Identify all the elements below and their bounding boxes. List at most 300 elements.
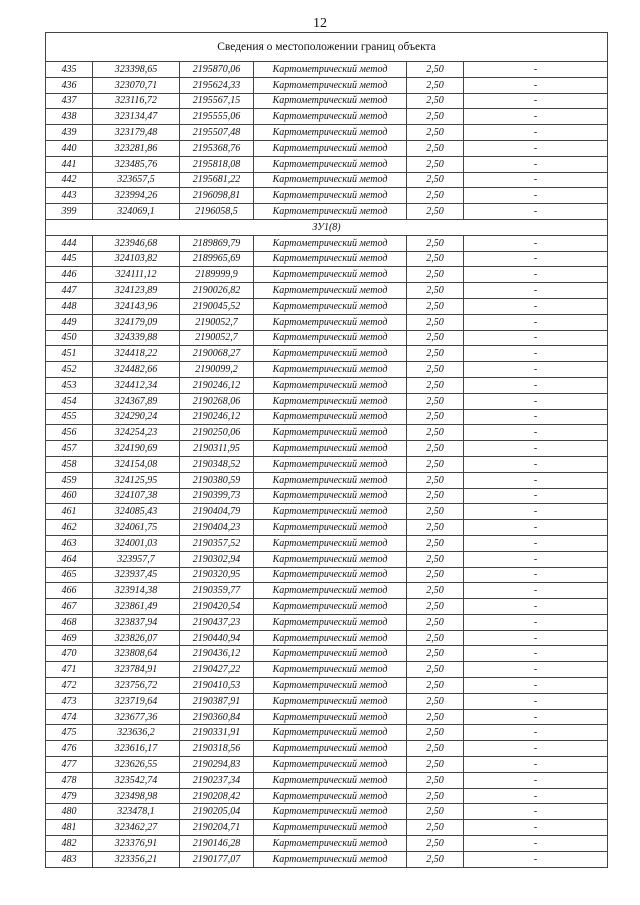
cell-coord-y: 2195368,76 (180, 140, 254, 156)
cell-point-number: 454 (46, 393, 93, 409)
cell-method: Картометрический метод (254, 283, 407, 299)
cell-accuracy: 2,50 (407, 693, 464, 709)
cell-method: Картометрический метод (254, 709, 407, 725)
cell-coord-y: 2190360,84 (180, 709, 254, 725)
cell-point-number: 445 (46, 251, 93, 267)
cell-point-number: 455 (46, 409, 93, 425)
table-row (46, 109, 608, 125)
cell-description: - (464, 125, 608, 141)
cell-description: - (464, 804, 608, 820)
table-row (46, 251, 608, 267)
cell-point-number: 470 (46, 646, 93, 662)
cell-accuracy: 2,50 (407, 314, 464, 330)
cell-coord-x: 324061,75 (93, 520, 180, 536)
cell-coord-x: 323281,86 (93, 140, 180, 156)
cell-coord-x: 324103,82 (93, 251, 180, 267)
cell-description: - (464, 614, 608, 630)
cell-coord-y: 2195681,22 (180, 172, 254, 188)
table-row (46, 741, 608, 757)
table-row (46, 693, 608, 709)
cell-method: Картометрический метод (254, 77, 407, 93)
cell-accuracy: 2,50 (407, 662, 464, 678)
table-row (46, 77, 608, 93)
cell-coord-x: 324111,12 (93, 267, 180, 283)
cell-coord-y: 2196058,5 (180, 204, 254, 220)
cell-point-number: 399 (46, 204, 93, 220)
cell-coord-y: 2190410,53 (180, 678, 254, 694)
cell-accuracy: 2,50 (407, 346, 464, 362)
cell-description: - (464, 709, 608, 725)
cell-coord-x: 323485,76 (93, 156, 180, 172)
cell-accuracy: 2,50 (407, 836, 464, 852)
cell-point-number: 478 (46, 772, 93, 788)
cell-coord-y: 2190294,83 (180, 757, 254, 773)
cell-description: - (464, 330, 608, 346)
table-row (46, 630, 608, 646)
cell-method: Картометрический метод (254, 109, 407, 125)
table-row (46, 520, 608, 536)
section-label: ЗУ1(8) (46, 219, 608, 235)
table-row (46, 298, 608, 314)
cell-accuracy: 2,50 (407, 520, 464, 536)
cell-coord-y: 2190404,23 (180, 520, 254, 536)
cell-coord-x: 324143,96 (93, 298, 180, 314)
cell-coord-y: 2189869,79 (180, 235, 254, 251)
cell-method: Картометрический метод (254, 678, 407, 694)
cell-method: Картометрический метод (254, 156, 407, 172)
cell-point-number: 467 (46, 599, 93, 615)
cell-description: - (464, 488, 608, 504)
cell-method: Картометрический метод (254, 646, 407, 662)
table-row (46, 614, 608, 630)
cell-point-number: 460 (46, 488, 93, 504)
cell-coord-y: 2190177,07 (180, 851, 254, 867)
cell-method: Картометрический метод (254, 251, 407, 267)
cell-point-number: 450 (46, 330, 93, 346)
cell-coord-y: 2196098,81 (180, 188, 254, 204)
cell-coord-y: 2195555,06 (180, 109, 254, 125)
cell-accuracy: 2,50 (407, 678, 464, 694)
cell-coord-y: 2195567,15 (180, 93, 254, 109)
table-row (46, 836, 608, 852)
cell-point-number: 473 (46, 693, 93, 709)
cell-point-number: 463 (46, 535, 93, 551)
table-row (46, 125, 608, 141)
cell-method: Картометрический метод (254, 836, 407, 852)
table-row (46, 188, 608, 204)
cell-coord-y: 2190436,12 (180, 646, 254, 662)
cell-method: Картометрический метод (254, 488, 407, 504)
cell-method: Картометрический метод (254, 804, 407, 820)
cell-method: Картометрический метод (254, 267, 407, 283)
cell-coord-x: 323179,48 (93, 125, 180, 141)
cell-description: - (464, 836, 608, 852)
cell-coord-x: 324125,95 (93, 472, 180, 488)
cell-coord-y: 2190237,34 (180, 772, 254, 788)
cell-description: - (464, 725, 608, 741)
table-row (46, 425, 608, 441)
cell-point-number: 435 (46, 62, 93, 78)
cell-description: - (464, 851, 608, 867)
cell-coord-y: 2190357,52 (180, 535, 254, 551)
cell-method: Картометрический метод (254, 599, 407, 615)
cell-description: - (464, 567, 608, 583)
cell-accuracy: 2,50 (407, 377, 464, 393)
cell-point-number: 457 (46, 441, 93, 457)
cell-accuracy: 2,50 (407, 535, 464, 551)
cell-coord-y: 2190026,82 (180, 283, 254, 299)
table-row (46, 646, 608, 662)
cell-method: Картометрический метод (254, 172, 407, 188)
cell-point-number: 474 (46, 709, 93, 725)
cell-coord-x: 324190,69 (93, 441, 180, 457)
cell-coord-x: 323994,26 (93, 188, 180, 204)
cell-coord-x: 324482,66 (93, 362, 180, 378)
cell-description: - (464, 188, 608, 204)
cell-point-number: 449 (46, 314, 93, 330)
cell-coord-x: 324367,89 (93, 393, 180, 409)
table-row (46, 535, 608, 551)
cell-coord-x: 323478,1 (93, 804, 180, 820)
cell-point-number: 471 (46, 662, 93, 678)
table-row (46, 283, 608, 299)
table-row (46, 62, 608, 78)
cell-point-number: 447 (46, 283, 93, 299)
cell-method: Картометрический метод (254, 298, 407, 314)
table-row (46, 851, 608, 867)
cell-coord-x: 323657,5 (93, 172, 180, 188)
cell-coord-x: 323861,49 (93, 599, 180, 615)
cell-coord-y: 2190440,94 (180, 630, 254, 646)
cell-coord-x: 324123,89 (93, 283, 180, 299)
cell-coord-y: 2189999,9 (180, 267, 254, 283)
cell-description: - (464, 441, 608, 457)
cell-coord-x: 323914,38 (93, 583, 180, 599)
cell-method: Картометрический метод (254, 188, 407, 204)
cell-accuracy: 2,50 (407, 251, 464, 267)
cell-method: Картометрический метод (254, 662, 407, 678)
cell-coord-y: 2195870,06 (180, 62, 254, 78)
cell-accuracy: 2,50 (407, 567, 464, 583)
cell-coord-x: 324001,03 (93, 535, 180, 551)
table-row (46, 504, 608, 520)
cell-coord-x: 324418,22 (93, 346, 180, 362)
cell-method: Картометрический метод (254, 567, 407, 583)
cell-accuracy: 2,50 (407, 583, 464, 599)
cell-coord-y: 2190348,52 (180, 456, 254, 472)
cell-description: - (464, 393, 608, 409)
cell-coord-x: 323134,47 (93, 109, 180, 125)
cell-coord-y: 2190387,91 (180, 693, 254, 709)
cell-point-number: 469 (46, 630, 93, 646)
table-row (46, 788, 608, 804)
cell-accuracy: 2,50 (407, 283, 464, 299)
cell-coord-y: 2190420,54 (180, 599, 254, 615)
cell-coord-x: 323946,68 (93, 235, 180, 251)
cell-point-number: 438 (46, 109, 93, 125)
table-row (46, 393, 608, 409)
cell-coord-y: 2190437,23 (180, 614, 254, 630)
cell-accuracy: 2,50 (407, 267, 464, 283)
table-title-row (46, 33, 608, 62)
cell-method: Картометрический метод (254, 456, 407, 472)
cell-coord-y: 2190208,42 (180, 788, 254, 804)
cell-point-number: 458 (46, 456, 93, 472)
table-row (46, 267, 608, 283)
cell-description: - (464, 409, 608, 425)
cell-description: - (464, 346, 608, 362)
cell-description: - (464, 377, 608, 393)
cell-description: - (464, 109, 608, 125)
cell-point-number: 439 (46, 125, 93, 141)
table-row (46, 204, 608, 220)
cell-coord-x: 324154,08 (93, 456, 180, 472)
cell-point-number: 475 (46, 725, 93, 741)
table-row (46, 330, 608, 346)
cell-accuracy: 2,50 (407, 362, 464, 378)
cell-coord-x: 323398,65 (93, 62, 180, 78)
cell-method: Картометрический метод (254, 441, 407, 457)
table-row (46, 567, 608, 583)
cell-method: Картометрический метод (254, 346, 407, 362)
cell-accuracy: 2,50 (407, 456, 464, 472)
cell-coord-y: 2190404,79 (180, 504, 254, 520)
cell-method: Картометрический метод (254, 757, 407, 773)
table-row (46, 409, 608, 425)
cell-description: - (464, 630, 608, 646)
cell-coord-x: 323837,94 (93, 614, 180, 630)
cell-accuracy: 2,50 (407, 851, 464, 867)
cell-coord-y: 2190052,7 (180, 330, 254, 346)
cell-accuracy: 2,50 (407, 330, 464, 346)
cell-accuracy: 2,50 (407, 630, 464, 646)
cell-description: - (464, 93, 608, 109)
cell-point-number: 461 (46, 504, 93, 520)
table-row (46, 235, 608, 251)
cell-method: Картометрический метод (254, 535, 407, 551)
cell-description: - (464, 204, 608, 220)
cell-coord-x: 324254,23 (93, 425, 180, 441)
cell-description: - (464, 251, 608, 267)
cell-coord-y: 2190318,56 (180, 741, 254, 757)
cell-coord-y: 2190205,04 (180, 804, 254, 820)
cell-accuracy: 2,50 (407, 488, 464, 504)
cell-method: Картометрический метод (254, 330, 407, 346)
cell-point-number: 480 (46, 804, 93, 820)
cell-coord-x: 323937,45 (93, 567, 180, 583)
table-row (46, 472, 608, 488)
cell-coord-x: 324179,09 (93, 314, 180, 330)
cell-accuracy: 2,50 (407, 757, 464, 773)
cell-method: Картометрический метод (254, 393, 407, 409)
cell-description: - (464, 757, 608, 773)
cell-coord-x: 323826,07 (93, 630, 180, 646)
cell-coord-y: 2190302,94 (180, 551, 254, 567)
table-row (46, 820, 608, 836)
cell-method: Картометрический метод (254, 741, 407, 757)
table-row (46, 772, 608, 788)
cell-point-number: 443 (46, 188, 93, 204)
cell-point-number: 440 (46, 140, 93, 156)
cell-point-number: 477 (46, 757, 93, 773)
cell-point-number: 465 (46, 567, 93, 583)
cell-method: Картометрический метод (254, 140, 407, 156)
cell-coord-x: 324339,88 (93, 330, 180, 346)
cell-coord-y: 2190052,7 (180, 314, 254, 330)
cell-description: - (464, 646, 608, 662)
cell-coord-y: 2190380,59 (180, 472, 254, 488)
cell-description: - (464, 314, 608, 330)
cell-description: - (464, 504, 608, 520)
cell-coord-y: 2195818,08 (180, 156, 254, 172)
cell-coord-y: 2190250,06 (180, 425, 254, 441)
cell-description: - (464, 472, 608, 488)
section-row (46, 219, 608, 235)
table-row (46, 172, 608, 188)
cell-accuracy: 2,50 (407, 599, 464, 615)
cell-accuracy: 2,50 (407, 77, 464, 93)
cell-coord-x: 324069,1 (93, 204, 180, 220)
cell-point-number: 437 (46, 93, 93, 109)
page-number: 12 (313, 16, 327, 31)
cell-accuracy: 2,50 (407, 472, 464, 488)
cell-accuracy: 2,50 (407, 393, 464, 409)
cell-accuracy: 2,50 (407, 409, 464, 425)
table-row (46, 377, 608, 393)
cell-description: - (464, 788, 608, 804)
cell-coord-y: 2190204,71 (180, 820, 254, 836)
cell-point-number: 479 (46, 788, 93, 804)
cell-method: Картометрический метод (254, 472, 407, 488)
cell-coord-x: 324290,24 (93, 409, 180, 425)
cell-accuracy: 2,50 (407, 172, 464, 188)
table-row (46, 156, 608, 172)
cell-method: Картометрический метод (254, 693, 407, 709)
cell-description: - (464, 77, 608, 93)
table-row (46, 709, 608, 725)
cell-description: - (464, 820, 608, 836)
cell-point-number: 476 (46, 741, 93, 757)
cell-description: - (464, 551, 608, 567)
cell-accuracy: 2,50 (407, 62, 464, 78)
cell-coord-x: 324412,34 (93, 377, 180, 393)
cell-coord-x: 323719,64 (93, 693, 180, 709)
cell-point-number: 481 (46, 820, 93, 836)
cell-accuracy: 2,50 (407, 709, 464, 725)
table-row (46, 362, 608, 378)
cell-point-number: 483 (46, 851, 93, 867)
cell-point-number: 459 (46, 472, 93, 488)
cell-description: - (464, 267, 608, 283)
cell-accuracy: 2,50 (407, 772, 464, 788)
cell-coord-x: 323626,55 (93, 757, 180, 773)
cell-accuracy: 2,50 (407, 109, 464, 125)
table-row (46, 678, 608, 694)
cell-description: - (464, 283, 608, 299)
cell-description: - (464, 520, 608, 536)
cell-point-number: 456 (46, 425, 93, 441)
cell-coord-x: 323542,74 (93, 772, 180, 788)
cell-coord-x: 324107,38 (93, 488, 180, 504)
cell-method: Картометрический метод (254, 93, 407, 109)
cell-point-number: 482 (46, 836, 93, 852)
cell-description: - (464, 535, 608, 551)
table-row (46, 93, 608, 109)
cell-coord-x: 323677,36 (93, 709, 180, 725)
cell-point-number: 472 (46, 678, 93, 694)
cell-description: - (464, 235, 608, 251)
table-row (46, 757, 608, 773)
cell-coord-x: 324085,43 (93, 504, 180, 520)
cell-description: - (464, 172, 608, 188)
cell-method: Картометрический метод (254, 504, 407, 520)
table-row (46, 346, 608, 362)
cell-description: - (464, 599, 608, 615)
cell-point-number: 464 (46, 551, 93, 567)
cell-coord-x: 323498,98 (93, 788, 180, 804)
cell-accuracy: 2,50 (407, 125, 464, 141)
cell-point-number: 468 (46, 614, 93, 630)
table-row (46, 551, 608, 567)
cell-coord-x: 323808,64 (93, 646, 180, 662)
cell-coord-y: 2190246,12 (180, 377, 254, 393)
cell-description: - (464, 741, 608, 757)
cell-point-number: 466 (46, 583, 93, 599)
cell-description: - (464, 156, 608, 172)
cell-point-number: 462 (46, 520, 93, 536)
table-title: Сведения о местоположении границ объекта (46, 33, 608, 62)
cell-method: Картометрический метод (254, 788, 407, 804)
cell-coord-x: 323636,2 (93, 725, 180, 741)
cell-point-number: 442 (46, 172, 93, 188)
cell-accuracy: 2,50 (407, 788, 464, 804)
cell-description: - (464, 298, 608, 314)
cell-coord-x: 323070,71 (93, 77, 180, 93)
cell-accuracy: 2,50 (407, 425, 464, 441)
table-row (46, 599, 608, 615)
cell-method: Картометрический метод (254, 425, 407, 441)
table-row (46, 140, 608, 156)
cell-coord-y: 2190320,95 (180, 567, 254, 583)
cell-method: Картометрический метод (254, 583, 407, 599)
cell-point-number: 444 (46, 235, 93, 251)
cell-point-number: 448 (46, 298, 93, 314)
cell-point-number: 446 (46, 267, 93, 283)
cell-accuracy: 2,50 (407, 188, 464, 204)
table-row (46, 488, 608, 504)
cell-coord-y: 2190331,91 (180, 725, 254, 741)
cell-coord-y: 2190359,77 (180, 583, 254, 599)
cell-description: - (464, 662, 608, 678)
cell-method: Картометрический метод (254, 377, 407, 393)
cell-accuracy: 2,50 (407, 204, 464, 220)
cell-accuracy: 2,50 (407, 741, 464, 757)
table-row (46, 804, 608, 820)
cell-coord-y: 2195507,48 (180, 125, 254, 141)
cell-accuracy: 2,50 (407, 93, 464, 109)
cell-method: Картометрический метод (254, 820, 407, 836)
cell-description: - (464, 456, 608, 472)
cell-method: Картометрический метод (254, 204, 407, 220)
cell-coord-y: 2195624,33 (180, 77, 254, 93)
cell-coord-y: 2190045,52 (180, 298, 254, 314)
cell-method: Картометрический метод (254, 725, 407, 741)
cell-coord-y: 2190246,12 (180, 409, 254, 425)
cell-description: - (464, 583, 608, 599)
cell-method: Картометрический метод (254, 772, 407, 788)
cell-method: Картометрический метод (254, 851, 407, 867)
cell-coord-x: 323616,17 (93, 741, 180, 757)
